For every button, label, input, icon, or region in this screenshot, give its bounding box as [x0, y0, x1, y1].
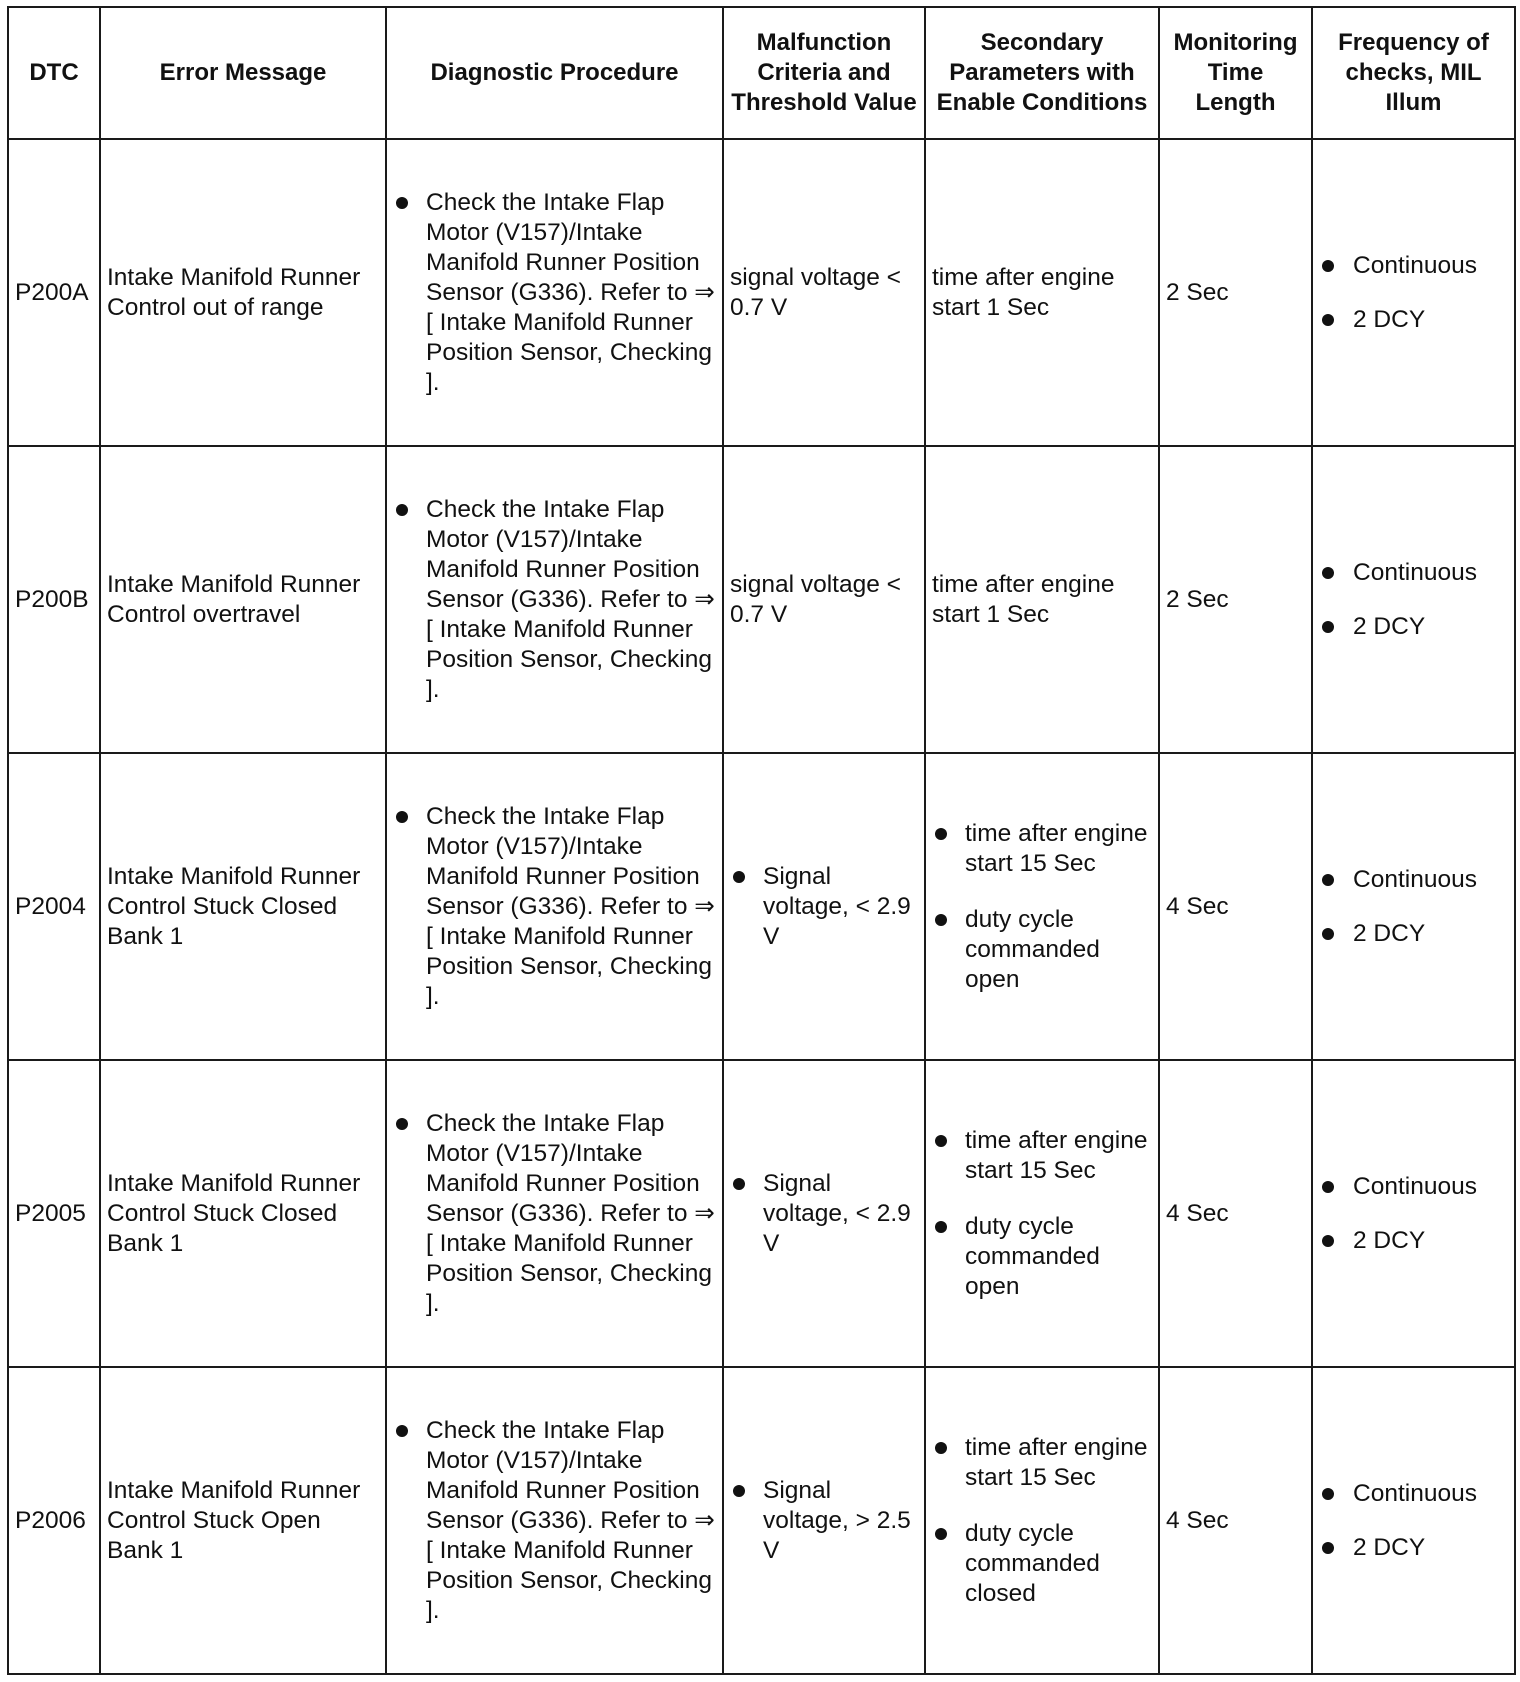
header-frequency: Frequency of checks, MIL Illum	[1312, 7, 1515, 139]
secondary-item: time after engine start 15 Sec	[932, 1126, 1152, 1186]
table-row	[8, 446, 1515, 753]
table-row	[8, 753, 1515, 1060]
procedure-bullet: Check the Intake Flap Motor (V157)/Intake Manifold Runner Position Sensor (G336). Refer to ⇒ [ Intake Manifold Runner Position Sensor, Checking ].	[393, 188, 716, 398]
diagnostic-procedure	[386, 1060, 723, 1367]
procedure-bullet: Check the Intake Flap Motor (V157)/Intake Manifold Runner Position Sensor (G336). Refer to ⇒ [ Intake Manifold Runner Position Sensor, Checking ].	[393, 1416, 716, 1626]
procedure-bullet: Check the Intake Flap Motor (V157)/Intake Manifold Runner Position Sensor (G336). Refer to ⇒ [ Intake Manifold Runner Position Sensor, Checking ].	[393, 495, 716, 705]
procedure-bullet: Check the Intake Flap Motor (V157)/Intake Manifold Runner Position Sensor (G336). Refer to ⇒ [ Intake Manifold Runner Position Sensor, Checking ].	[393, 1109, 716, 1319]
diagnostic-procedure	[386, 139, 723, 446]
frequency-cell	[1312, 1060, 1515, 1367]
secondary-item: time after engine start 15 Sec	[932, 1433, 1152, 1493]
frequency-item: 2 DCY	[1319, 305, 1508, 335]
frequency-item: Continuous	[1319, 251, 1508, 281]
frequency-item: 2 DCY	[1319, 1533, 1508, 1563]
frequency-item: 2 DCY	[1319, 612, 1508, 642]
header-error-message: Error Message	[100, 7, 386, 139]
header-secondary-parameters: Secondary Parameters with Enable Conditions	[925, 7, 1159, 139]
frequency-item: 2 DCY	[1319, 919, 1508, 949]
frequency-cell	[1312, 753, 1515, 1060]
diagnostic-procedure	[386, 1367, 723, 1674]
monitoring-time: 4 Sec	[1159, 1060, 1312, 1367]
error-message: Intake Manifold Runner Control Stuck Closed Bank 1	[100, 1060, 386, 1367]
dtc-code: P200B	[8, 446, 100, 753]
dtc-code: P2006	[8, 1367, 100, 1674]
secondary-parameters: time after engine start 1 Sec	[925, 446, 1159, 753]
procedure-bullet: Check the Intake Flap Motor (V157)/Intake Manifold Runner Position Sensor (G336). Refer to ⇒ [ Intake Manifold Runner Position Sensor, Checking ].	[393, 802, 716, 1012]
malfunction-criteria	[723, 753, 925, 1060]
error-message: Intake Manifold Runner Control out of range	[100, 139, 386, 446]
frequency-item: Continuous	[1319, 1172, 1508, 1202]
monitoring-time: 2 Sec	[1159, 446, 1312, 753]
diagnostic-procedure	[386, 446, 723, 753]
frequency-item: Continuous	[1319, 558, 1508, 588]
frequency-item: Continuous	[1319, 865, 1508, 895]
header-row	[8, 7, 1515, 139]
dtc-code: P2005	[8, 1060, 100, 1367]
frequency-cell	[1312, 139, 1515, 446]
header-monitoring-time: Monitoring Time Length	[1159, 7, 1312, 139]
header-malfunction-criteria: Malfunction Criteria and Threshold Value	[723, 7, 925, 139]
secondary-parameters	[925, 753, 1159, 1060]
diagnostic-procedure	[386, 753, 723, 1060]
header-diagnostic-procedure: Diagnostic Procedure	[386, 7, 723, 139]
frequency-item: 2 DCY	[1319, 1226, 1508, 1256]
frequency-item: Continuous	[1319, 1479, 1508, 1509]
malfunction-criteria: signal voltage < 0.7 V	[723, 139, 925, 446]
secondary-parameters	[925, 1367, 1159, 1674]
monitoring-time: 4 Sec	[1159, 753, 1312, 1060]
secondary-item: duty cycle commanded open	[932, 1212, 1152, 1302]
dtc-table	[7, 6, 1516, 1675]
frequency-cell	[1312, 446, 1515, 753]
secondary-parameters	[925, 1060, 1159, 1367]
header-dtc: DTC	[8, 7, 100, 139]
error-message: Intake Manifold Runner Control Stuck Closed Bank 1	[100, 753, 386, 1060]
malfunction-criteria: signal voltage < 0.7 V	[723, 446, 925, 753]
malfunction-criteria	[723, 1060, 925, 1367]
malfunction-bullet: Signal voltage, > 2.5 V	[730, 1476, 918, 1566]
secondary-item: duty cycle commanded open	[932, 905, 1152, 995]
malfunction-bullet: Signal voltage, < 2.9 V	[730, 1169, 918, 1259]
monitoring-time: 4 Sec	[1159, 1367, 1312, 1674]
table-row	[8, 1060, 1515, 1367]
error-message: Intake Manifold Runner Control Stuck Open Bank 1	[100, 1367, 386, 1674]
table-row	[8, 139, 1515, 446]
dtc-code: P2004	[8, 753, 100, 1060]
monitoring-time: 2 Sec	[1159, 139, 1312, 446]
error-message: Intake Manifold Runner Control overtravel	[100, 446, 386, 753]
secondary-item: time after engine start 15 Sec	[932, 819, 1152, 879]
secondary-item: duty cycle commanded closed	[932, 1519, 1152, 1609]
secondary-parameters: time after engine start 1 Sec	[925, 139, 1159, 446]
frequency-cell	[1312, 1367, 1515, 1674]
malfunction-bullet: Signal voltage, < 2.9 V	[730, 862, 918, 952]
dtc-code: P200A	[8, 139, 100, 446]
malfunction-criteria	[723, 1367, 925, 1674]
table-row	[8, 1367, 1515, 1674]
